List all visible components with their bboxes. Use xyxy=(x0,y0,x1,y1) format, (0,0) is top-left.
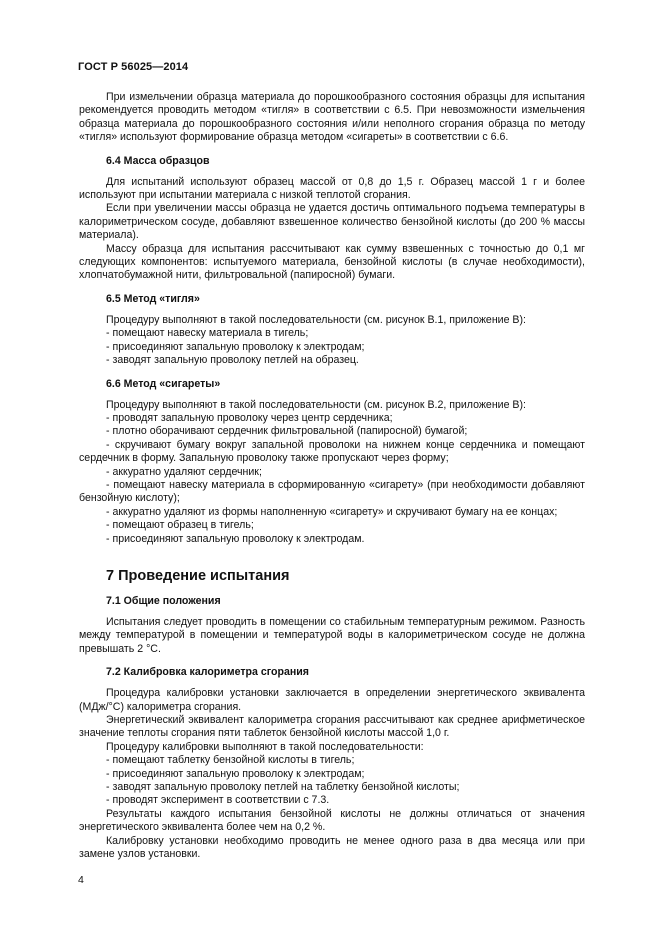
list-item: - аккуратно удаляют сердечник; xyxy=(106,465,262,478)
section-7-title: 7 Проведение испытания xyxy=(106,567,290,584)
paragraph: Испытания следует проводить в помещении со стабильным температурным режимом. Разность между температурой в помещении и температурой воды в калориметрическом сосуде не должна превышать 2 °С. xyxy=(79,615,585,655)
section-7-1-title: 7.1 Общие положения xyxy=(106,594,221,607)
paragraph: Процедуру калибровки выполняют в такой последовательности: xyxy=(106,740,424,753)
list-item: - помещают образец в тигель; xyxy=(106,519,254,532)
list-item: - проводят эксперимент в соответствии с 7.3. xyxy=(106,794,330,807)
list-item: - заводят запальную проволоку петлей на таблетку бензойной кислоты; xyxy=(106,781,460,794)
list-item: - присоединяют запальную проволоку к электродам; xyxy=(106,767,365,780)
list-item: - плотно оборачивают сердечник фильтровальной (папиросной) бумагой; xyxy=(106,425,468,438)
paragraph: Процедура калибровки установки заключается в определении энергетического эквивалента (МДж/°С) калориметра сгорания. xyxy=(79,687,585,713)
paragraph: Процедуру выполняют в такой последовательности (см. рисунок В.2, приложение В): xyxy=(106,398,526,411)
document-body xyxy=(79,91,585,861)
list-item: - скручивают бумагу вокруг запальной проволоки на нижнем конце сердечника и помещают сердечник в форму. Запальную проволоку также пропускают через форму; xyxy=(79,438,585,465)
section-6-4-title: 6.4 Масса образцов xyxy=(106,154,210,167)
list-item: - помещают таблетку бензойной кислоты в тигель; xyxy=(106,754,355,767)
section-6-6-title: 6.6 Метод «сигареты» xyxy=(106,377,221,390)
page-number: 4 xyxy=(78,874,84,886)
list-item: - заводят запальную проволоку петлей на образец. xyxy=(106,354,359,367)
list-item: - помещают навеску материала в сформированную «сигарету» (при необходимости добавляют бензойную кислоту); xyxy=(79,478,585,505)
paragraph: Если при увеличении массы образца не удается достичь оптимального подъема температуры в калориметрическом сосуде, добавляют взвешенное количество бензойной кислоты (до 200 % массы материала). xyxy=(79,202,585,242)
list-item: - проводят запальную проволоку через центр сердечника; xyxy=(106,411,393,424)
section-6-5-title: 6.5 Метод «тигля» xyxy=(106,292,200,305)
document-header: ГОСТ Р 56025—2014 xyxy=(78,61,189,73)
paragraph: Массу образца для испытания рассчитывают как сумму взвешенных с точностью до 0,1 мг следующих компонентов: испытуемого материала, бензойной кислоты (в случае необходимости), хлопчатобумажной нити, фильтровальной (папиросной) бумаги. xyxy=(79,242,585,282)
list-item: - аккуратно удаляют из формы наполненную «сигарету» и скручивают бумагу на ее концах; xyxy=(106,505,558,518)
section-7-2-title: 7.2 Калибровка калориметра сгорания xyxy=(106,666,309,679)
intro-paragraph: При измельчении образца материала до порошкообразного состояния образцы для испытания рекомендуется проводить методом «тигля» в соответствии с 6.5. При невозможности измельчения образца материала до порошкообразного состояния и/или неполного сгорания образца по методу «тигля» используют формирование образца методом «сигареты» в соответствии с 6.6. xyxy=(79,91,585,144)
paragraph: Результаты каждого испытания бензойной кислоты не должны отличаться от значения энергетического эквивалента более чем на 0,2 %. xyxy=(79,807,585,834)
paragraph: Энергетический эквивалент калориметра сгорания рассчитывают как среднее арифметическое значение теплоты сгорания пяти таблеток бензойной кислоты массой 1,0 г. xyxy=(79,714,585,740)
paragraph: Калибровку установки необходимо проводить не менее одного раза в два месяца или при замене узлов установки. xyxy=(79,834,585,861)
list-item: - присоединяют запальную проволоку к электродам. xyxy=(106,532,365,545)
paragraph: Процедуру выполняют в такой последовательности (см. рисунок В.1, приложение В): xyxy=(106,313,526,326)
list-item: - присоединяют запальную проволоку к электродам; xyxy=(106,340,365,353)
list-item: - помещают навеску материала в тигель; xyxy=(106,327,309,340)
paragraph: Для испытаний используют образец массой от 0,8 до 1,5 г. Образец массой 1 г и более используют при испытании материала с низкой теплотой сгорания. xyxy=(79,175,585,202)
